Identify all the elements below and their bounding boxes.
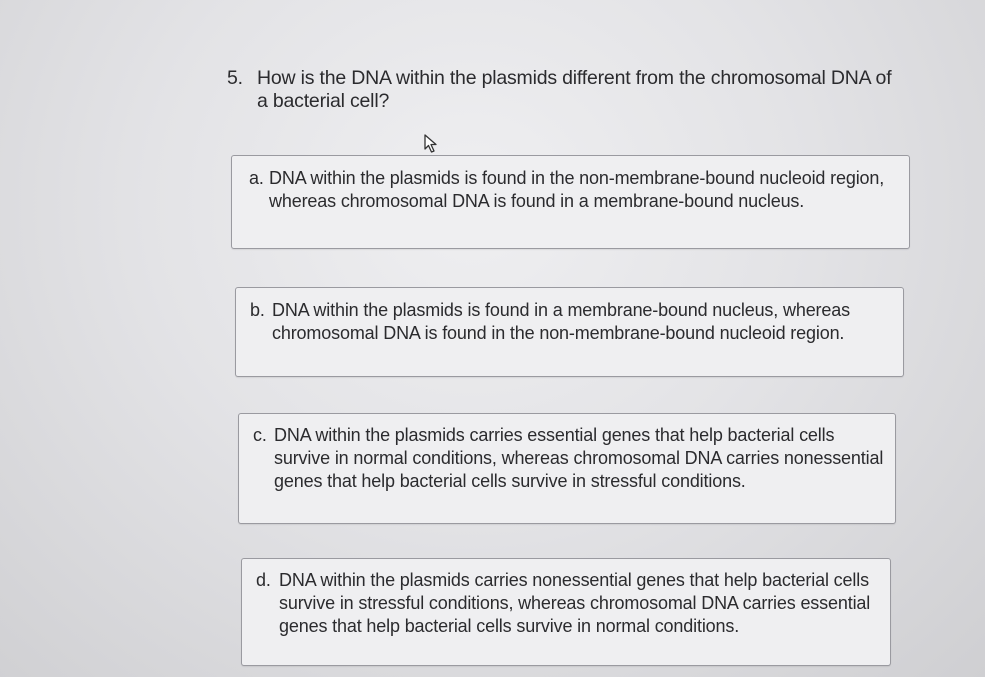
option-letter: a. xyxy=(249,168,264,188)
mouse-pointer-icon xyxy=(424,134,440,154)
question xyxy=(227,67,907,113)
question-text: How is the DNA within the plasmids different from the chromosomal DNA of a bacterial cell? xyxy=(257,67,892,112)
option-text: DNA within the plasmids is found in the non-membrane-bound nucleoid region, whereas chromosomal DNA is found in a membrane-bound nucleus. xyxy=(269,168,885,211)
answer-option-c[interactable] xyxy=(238,413,896,524)
answer-option-b[interactable] xyxy=(235,287,904,377)
option-text: DNA within the plasmids is found in a membrane-bound nucleus, whereas chromosomal DNA is found in the non-membrane-bound nucleoid region. xyxy=(272,300,850,343)
answer-option-d[interactable] xyxy=(241,558,891,666)
option-text: DNA within the plasmids carries essential genes that help bacterial cells survive in normal conditions, whereas chromosomal DNA carries nonessential genes that help bacterial cells survive in stressful conditions. xyxy=(274,425,884,491)
answer-option-a[interactable] xyxy=(231,155,910,249)
option-letter: c. xyxy=(253,425,267,445)
option-letter: d. xyxy=(256,570,271,590)
option-letter: b. xyxy=(250,300,265,320)
question-number: 5. xyxy=(227,67,243,89)
option-text: DNA within the plasmids carries nonessential genes that help bacterial cells survive in stressful conditions, whereas chromosomal DNA carries essential genes that help bacterial cells survive in normal conditions. xyxy=(279,570,871,636)
